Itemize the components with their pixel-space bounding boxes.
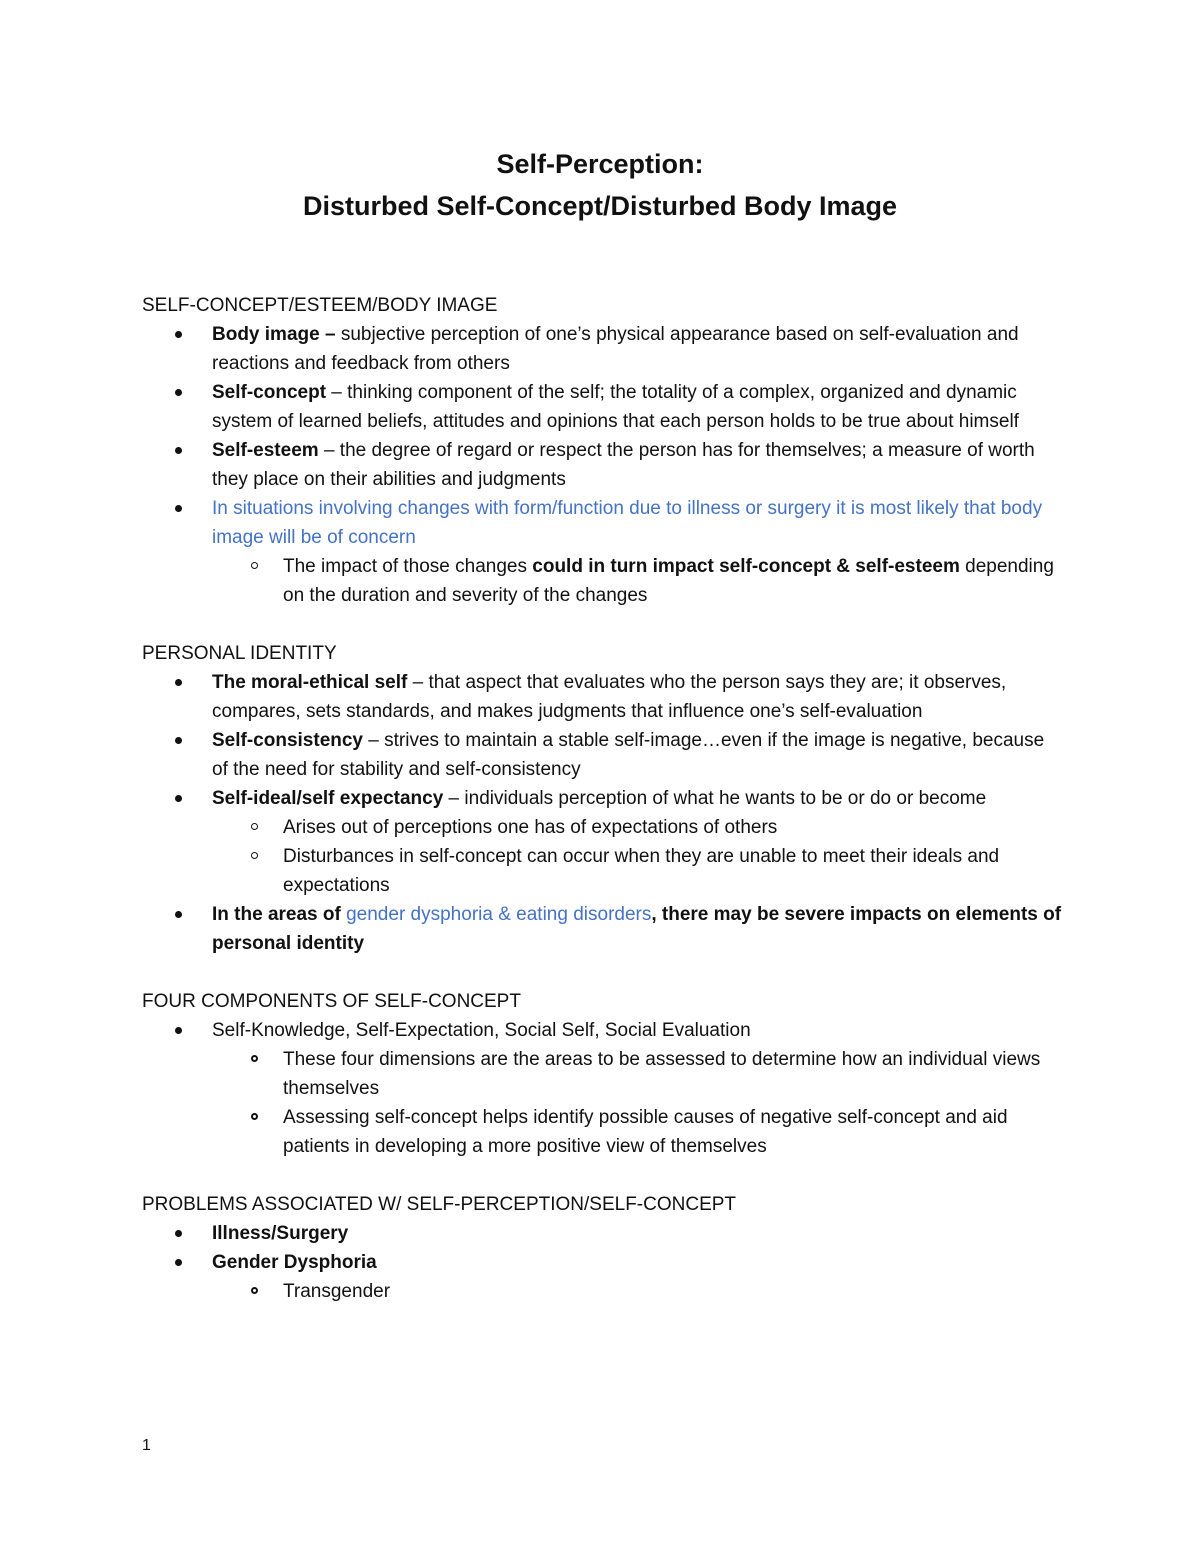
list-item (142, 436, 1062, 494)
section-heading: PERSONAL IDENTITY (142, 643, 337, 664)
sub-list-item: These four dimensions are the areas to be assessed to determine how an individual views themselves (142, 1045, 1062, 1103)
circle-bullet-icon (251, 852, 258, 859)
bullet-icon (175, 1230, 182, 1237)
term: Self-esteem (212, 440, 319, 461)
section-problems (142, 1190, 1062, 1306)
term: Self-consistency (212, 730, 363, 751)
bullet-icon (175, 911, 182, 918)
sub-list-item: Assessing self-concept helps identify possible causes of negative self-concept and aid patients in developing a more positive view of themselves (142, 1103, 1062, 1161)
document-body (142, 291, 1062, 1335)
circle-bullet-icon (251, 1287, 258, 1294)
term: The moral-ethical self (212, 672, 408, 693)
doc-title-line1: Self-Perception: (496, 149, 704, 179)
section-self-concept (142, 291, 1062, 610)
list-item (142, 320, 1062, 378)
bullet-icon (175, 505, 182, 512)
section-heading: PROBLEMS ASSOCIATED W/ SELF-PERCEPTION/SELF-CONCEPT (142, 1194, 737, 1215)
list-item: Self-Knowledge, Self-Expectation, Social Self, Social Evaluation (142, 1016, 1062, 1045)
definition: subjective perception of one’s physical appearance based on self-evaluation and reactions and feedback from others (212, 324, 1019, 374)
circle-bullet-icon (251, 823, 258, 830)
term: Self-ideal/self expectancy (212, 788, 444, 809)
circle-bullet-icon (251, 1113, 258, 1120)
section-heading: FOUR COMPONENTS OF SELF-CONCEPT (142, 991, 521, 1012)
definition: – that aspect that evaluates who the person says they are; it observes, compares, sets standards, and makes judgments that influence one’s self-evaluation (212, 672, 1007, 722)
sub-list-item: Arises out of perceptions one has of expectations of others (142, 813, 1062, 842)
list-item: Illness/Surgery (142, 1219, 1062, 1248)
sub-list-item: Transgender (142, 1277, 1062, 1306)
doc-title-line2: Disturbed Self-Concept/Disturbed Body Image (302, 191, 898, 221)
definition: – individuals perception of what he wants to be or do or become (443, 788, 987, 809)
section-heading: SELF-CONCEPT/ESTEEM/BODY IMAGE (142, 295, 498, 316)
section-personal-identity (142, 639, 1062, 958)
definition: – strives to maintain a stable self-image…even if the image is negative, because of the need for stability and self-consistency (212, 730, 1045, 780)
term: Self-concept (212, 382, 327, 403)
circle-bullet-icon (251, 562, 258, 569)
list-item (142, 378, 1062, 436)
bullet-icon (175, 1027, 182, 1034)
bullet-icon (175, 447, 182, 454)
page-number: 1 (142, 1437, 151, 1454)
bullet-icon (175, 331, 182, 338)
list-item (142, 726, 1062, 784)
list-item: In the areas of gender dysphoria & eating disorders, there may be severe impacts on elements of personal identity (142, 900, 1062, 958)
highlight-text: gender dysphoria & eating disorders (346, 904, 652, 925)
bullet-icon (175, 737, 182, 744)
bullet-icon (175, 1259, 182, 1266)
term: Body image – (212, 324, 336, 345)
sub-list-item: The impact of those changes could in turn impact self-concept & self-esteem depending on the duration and severity of the changes (142, 552, 1062, 610)
section-four-components (142, 987, 1062, 1161)
highlight-text: In situations involving changes with form/function due to illness or surgery it is most likely that body image will be of concern (212, 498, 1043, 548)
bullet-icon (175, 795, 182, 802)
definition: – thinking component of the self; the totality of a complex, organized and dynamic system of learned beliefs, attitudes and opinions that each person holds to be true about himself (212, 382, 1019, 432)
list-item (142, 668, 1062, 726)
circle-bullet-icon (251, 1055, 258, 1062)
list-item (142, 494, 1062, 552)
list-item (142, 784, 1062, 813)
bullet-icon (175, 389, 182, 396)
list-item: Gender Dysphoria (142, 1248, 1062, 1277)
definition: – the degree of regard or respect the person has for themselves; a measure of worth they place on their abilities and judgments (212, 440, 1035, 490)
bullet-icon (175, 679, 182, 686)
sub-list-item: Disturbances in self-concept can occur when they are unable to meet their ideals and expectations (142, 842, 1062, 900)
